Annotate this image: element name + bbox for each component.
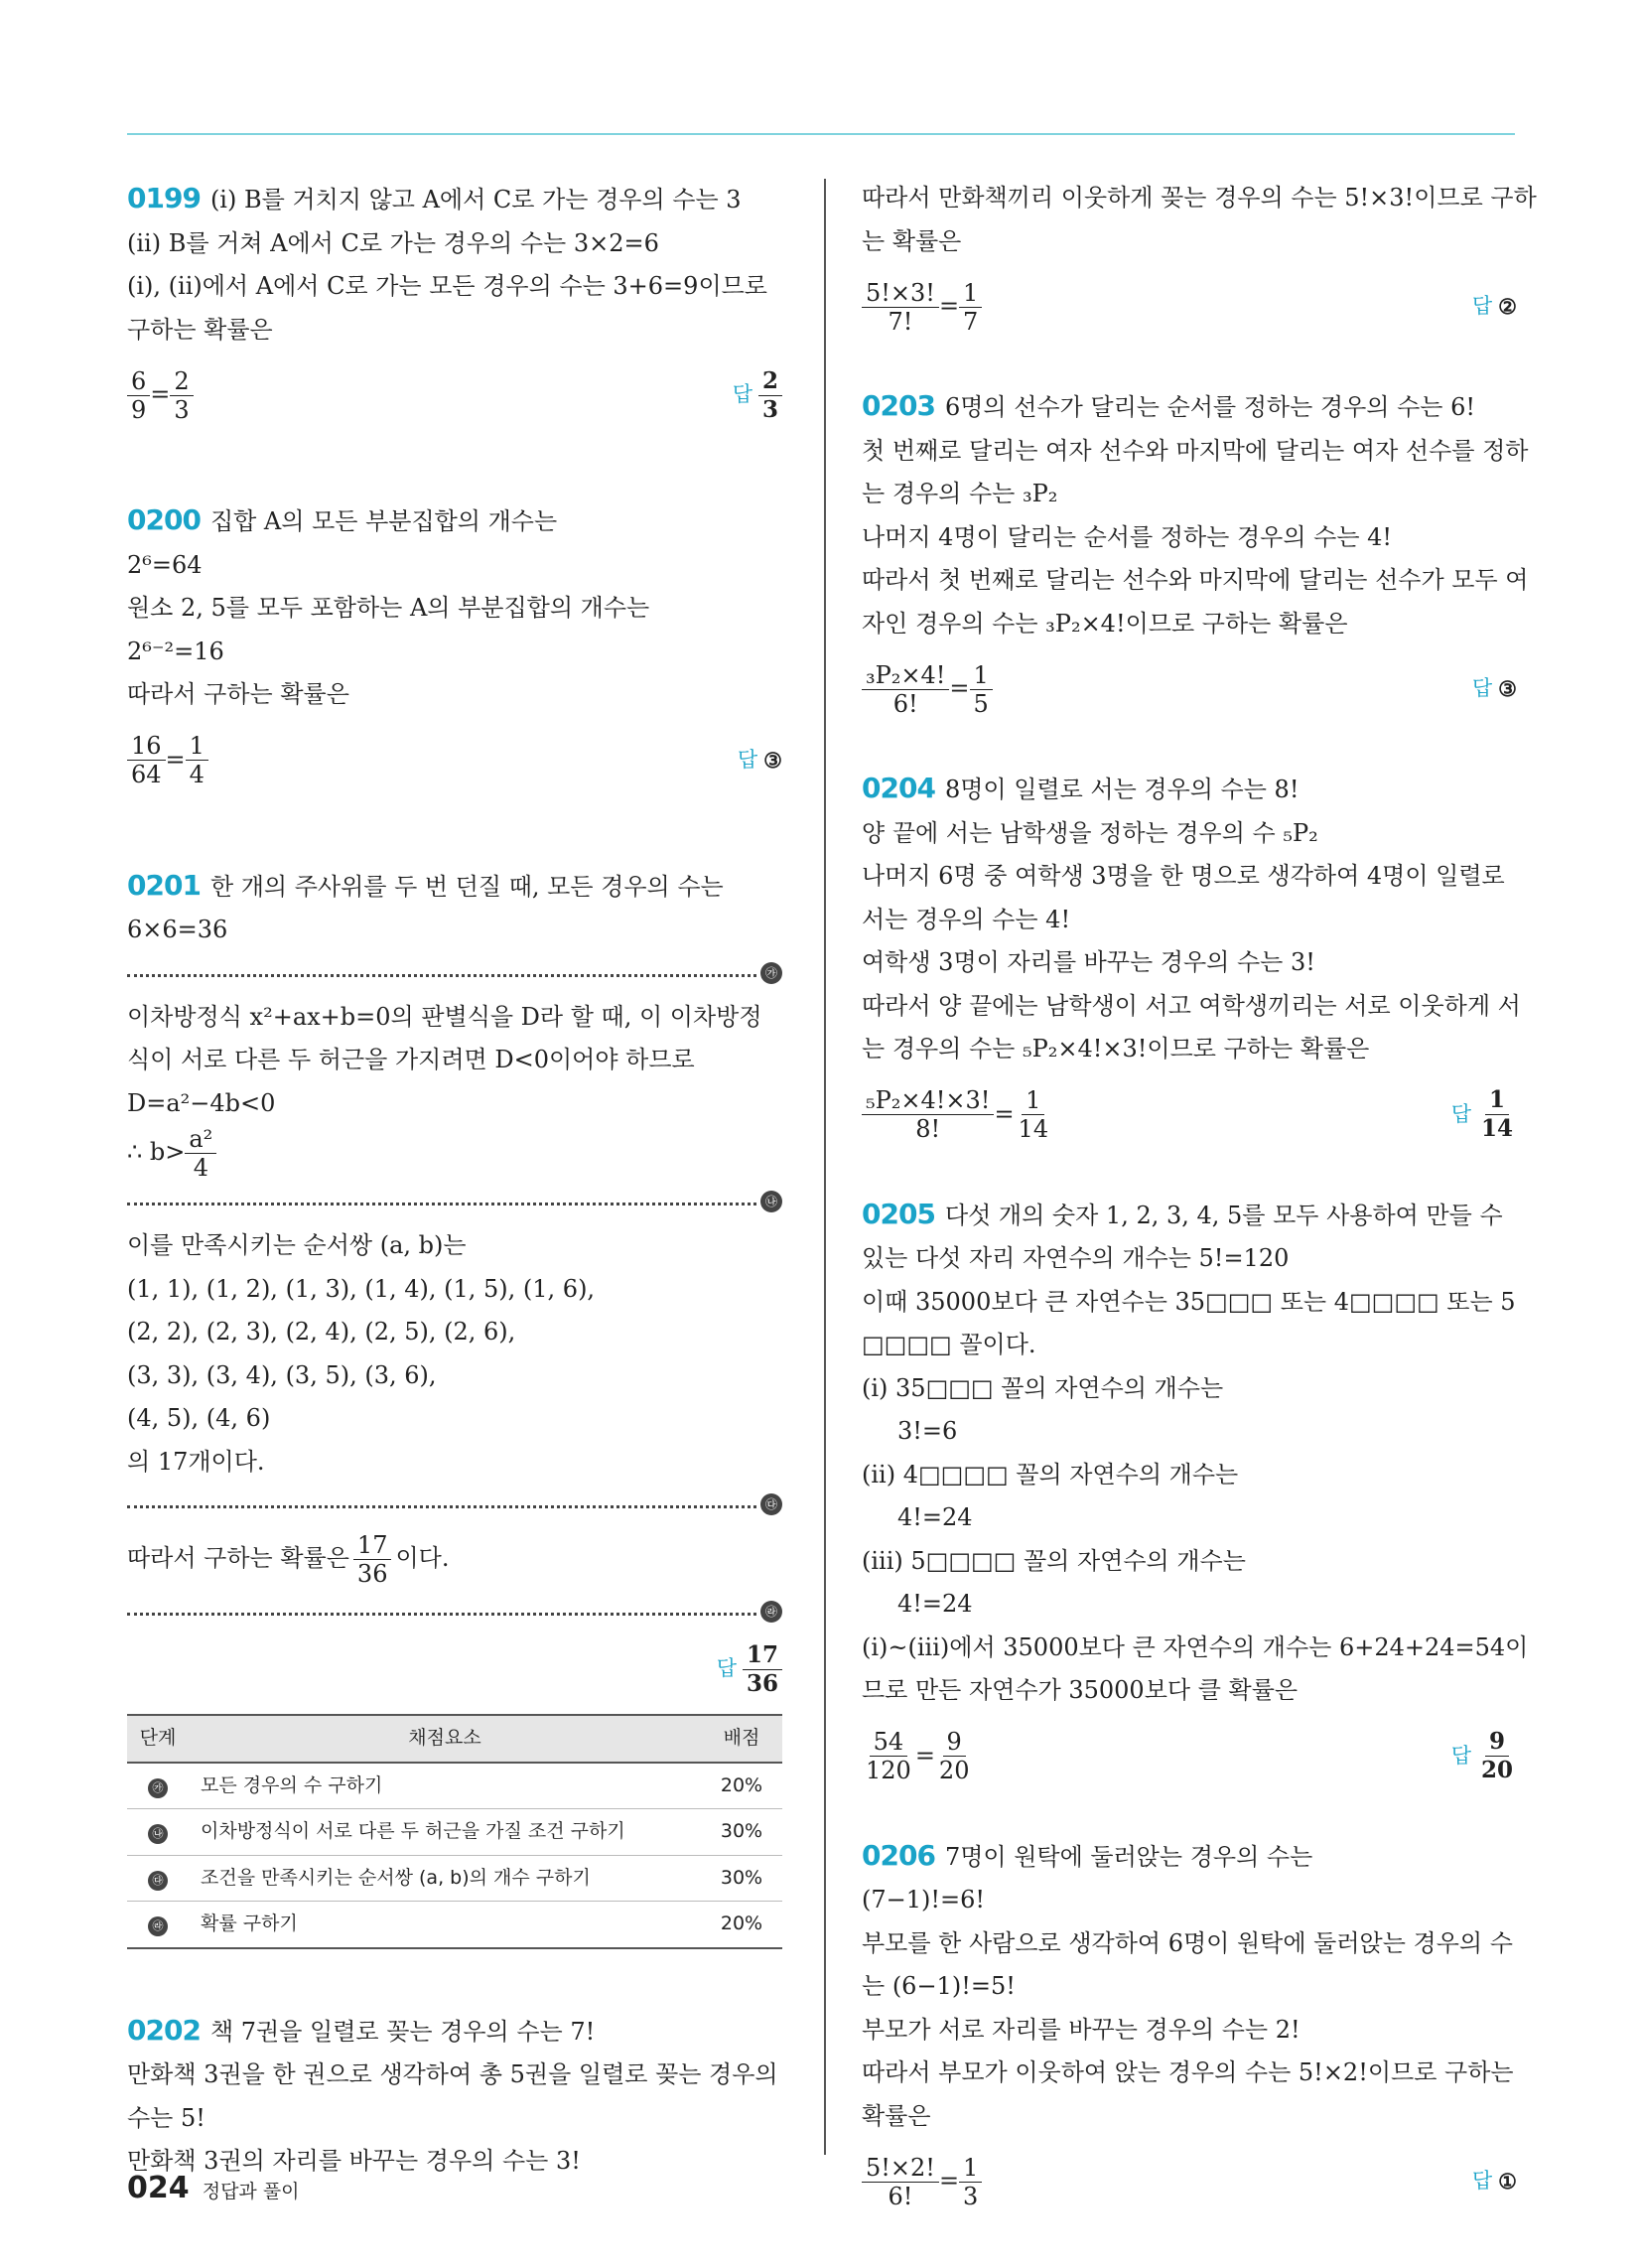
scoring-table: 단계 채점요소 배점 ㉮ 모든 경우의 수 구하기 20% ㉯ 이차방정식이 서로 다른 두 허근을 가질 조건 구하기 30% ㉰ 조건을 만족시키는 순서쌍 (a, b)의 개수 구하기 30% ㉱ 확률 구하기 20% <box>127 1714 782 1949</box>
footer-label: 정답과 풀이 <box>202 2181 300 2202</box>
problem-number: 0202 <box>127 2013 201 2047</box>
problem-0201: 0201 한 개의 주사위를 두 번 던질 때, 모든 경우의 수는 6×6=36 ㉮ 이차방정식 x²+ax+b=0의 판별식을 D라 할 때, 이 이차방정 식이 서로 다른 두 허근을 가지려면 D<0이어야 하므로 D=a²−4b<0 ∴ b> $\frac{\text{a²}}{4}$ ㉯ 이를 만족시키는 순서쌍 (a, b)는 (1, 1), (1, 2), (1, 3), (1, 4), (1, 5), (1, 6), (2, 2), (2, 3), (2, 4), (2, 5), (2, 6), (3, 3), (3, 4), (3, 5), (3, 6), (4, 5), (4, 6) 의 17개이다. ㉰ 따라서 구하는 확률은 $\frac{17}{36}$ 이다. ㉱ 답 $\frac{17}{36}$ 단계 채점요소 배점 ㉮ 모든 경우의 수 구하기 20% ㉯ 이차방정식이 서로 다른 두 허근을 가질 조건 구하기 30% ㉰ 조건을 만족시키는 순서쌍 (a, b)의 개수 구하기 30% ㉱ 확률 구하기 20% <box>127 864 782 1949</box>
problem-number: 0206 <box>862 1838 935 1872</box>
answer: 답 $\frac{9}{20}$ <box>1450 1728 1513 1783</box>
table-row: ㉯ 이차방정식이 서로 다른 두 허근을 가질 조건 구하기 30% <box>127 1809 782 1856</box>
answer: 답 $\frac{2}{3}$ <box>733 367 782 424</box>
table-row: ㉮ 모든 경우의 수 구하기 20% <box>127 1763 782 1809</box>
problem-number: 0204 <box>862 772 935 804</box>
left-column <box>127 177 782 2184</box>
step-divider: ㉰ <box>127 1484 782 1527</box>
answer: 답 ① <box>1471 2169 1517 2195</box>
fraction-equation: $\frac{54}{120}$ = $\frac{9}{20}$ <box>866 1728 970 1784</box>
problem-0204: 0204 8명이 일렬로 서는 경우의 수는 8! 양 끝에 서는 남학생을 정하는 경우의 수 ₅P₂ 나머지 6명 중 여학생 3명을 한 명으로 생각하여 4명이 일렬로 서는 경우의 수는 4! 여학생 3명이 자리를 바꾸는 경우의 수는 3! 따라서 양 끝에는 남학생이 서고 여학생끼리는 서로 이웃하게 서 는 경우의 수는 ₅P₂×4!×3!이므로 구하는 확률은 $\frac{\text{₅P₂×4!×3!}}{8!}$ = $\frac{1}{14}$ 답 $\frac{1}{14}$ <box>862 772 1521 1143</box>
fraction-equation: $\frac{5!\times 2!}{6!}$ = $\frac{1}{3}$ <box>862 2154 982 2210</box>
fraction-equation: $\frac{5!\times 3!}{7!}$ = $\frac{1}{7}$ <box>862 279 982 336</box>
table-row: ㉰ 조건을 만족시키는 순서쌍 (a, b)의 개수 구하기 30% <box>127 1855 782 1902</box>
page-number: 024 <box>127 2171 190 2205</box>
fraction-equation: $\frac{\text{₃P₂×4!}}{6!}$ = $\frac{1}{5}$ <box>862 661 993 718</box>
top-rule <box>127 133 1515 135</box>
problem-0205: 0205 다섯 개의 숫자 1, 2, 3, 4, 5를 모두 사용하여 만들 수 있는 다섯 자리 자연수의 개수는 5!=120 이때 35000보다 큰 자연수는 35□□□ 또는 4□□□□ 또는 5 □□□□ 꼴이다. (i) 35□□□ 꼴의 자연수의 개수는 3!=6 (ii) 4□□□□ 꼴의 자연수의 개수는 4!=24 (iii) 5□□□□ 꼴의 자연수의 개수는 4!=24 (i)~(iii)에서 35000보다 큰 자연수의 개수는 6+24+24=54이 므로 만든 자연수가 35000보다 클 확률은 $\frac{54}{120}$ = $\frac{9}{20}$ 답 $\frac{9}{20}$ <box>862 1197 1529 1784</box>
answer: 답 $\frac{1}{14}$ <box>1450 1086 1513 1142</box>
problem-0202: 0202 책 7권을 일렬로 꽂는 경우의 수는 7! 만화책 3권을 한 권으로 생각하여 총 5권을 일렬로 꽂는 경우의 수는 5! 만화책 3권의 자리를 바꾸는 경우의 수는 3! <box>127 2013 778 2175</box>
problem-0206: 0206 7명이 원탁에 둘러앉는 경우의 수는 (7−1)!=6! 부모를 한 사람으로 생각하여 6명이 원탁에 둘러앉는 경우의 수 는 (6−1)!=5! 부모가 서로 자리를 바꾸는 경우의 수는 2! 따라서 부모가 이웃하여 앉는 경우의 수는 5!×2!이므로 구하는 확률은 $\frac{5!\times 2!}{6!}$ = $\frac{1}{3}$ 답 ① <box>862 1838 1517 2210</box>
problem-number: 0199 <box>127 182 201 214</box>
step-divider: ㉯ <box>127 1181 782 1224</box>
column-divider <box>824 179 826 2155</box>
step-divider: ㉮ <box>127 952 782 996</box>
problem-0200: 0200 집합 A의 모든 부분집합의 개수는 2⁶=64 원소 2, 5를 모두 포함하는 A의 부분집합의 개수는 2⁶⁻²=16 따라서 구하는 확률은 $\frac{16}{64}$ = $\frac{1}{4}$ 답 ③ <box>127 503 782 788</box>
problem-number: 0205 <box>862 1197 935 1230</box>
step-divider: ㉱ <box>127 1591 782 1634</box>
problem-0199: 0199 (i) B를 거치지 않고 A에서 C로 가는 경우의 수는 3 (ii) B를 거쳐 A에서 C로 가는 경우의 수는 3×2=6 (i), (ii)에서 A에서 C로 가는 모든 경우의 수는 3+6=9이므로 구하는 확률은 $\frac{6}{9}$ = $\frac{2}{3}$ 답 $\frac{2}{3}$ <box>127 177 782 439</box>
answer: 답 $\frac{17}{36}$ <box>717 1641 782 1698</box>
answer: 답 ③ <box>737 747 782 773</box>
table-row: ㉱ 확률 구하기 20% <box>127 1902 782 1948</box>
problem-number: 0203 <box>862 389 935 422</box>
problem-0203: 0203 6명의 선수가 달리는 순서를 정하는 경우의 수는 6! 첫 번째로 달리는 여자 선수와 마지막에 달리는 여자 선수를 정하 는 경우의 수는 ₃P₂ 나머지 4명이 달리는 순서를 정하는 경우의 수는 4! 따라서 첫 번째로 달리는 선수와 마지막에 달리는 선수가 모두 여 자인 경우의 수는 ₃P₂×4!이므로 구하는 확률은 $\frac{\text{₃P₂×4!}}{6!}$ = $\frac{1}{5}$ 답 ③ <box>862 389 1529 718</box>
problem-number: 0200 <box>127 503 201 536</box>
fraction-equation: $\frac{16}{64}$ = $\frac{1}{4}$ <box>127 732 208 788</box>
right-column <box>862 177 1537 2225</box>
problem-0202-continued: 따라서 만화책끼리 이웃하게 꽂는 경우의 수는 5!×3!이므로 구하 는 확률은 $\frac{5!\times 3!}{7!}$ = $\frac{1}{7}$ 답 ② <box>862 184 1537 336</box>
fraction-equation: $\frac{\text{₅P₂×4!×3!}}{8!}$ = $\frac{1}{14}$ <box>862 1086 1052 1143</box>
fraction-equation: $\frac{6}{9}$ = $\frac{2}{3}$ <box>127 367 194 424</box>
answer: 답 ③ <box>1471 676 1517 702</box>
page-footer <box>127 2171 300 2205</box>
answer: 답 ② <box>1471 294 1517 320</box>
problem-number: 0201 <box>127 868 201 902</box>
